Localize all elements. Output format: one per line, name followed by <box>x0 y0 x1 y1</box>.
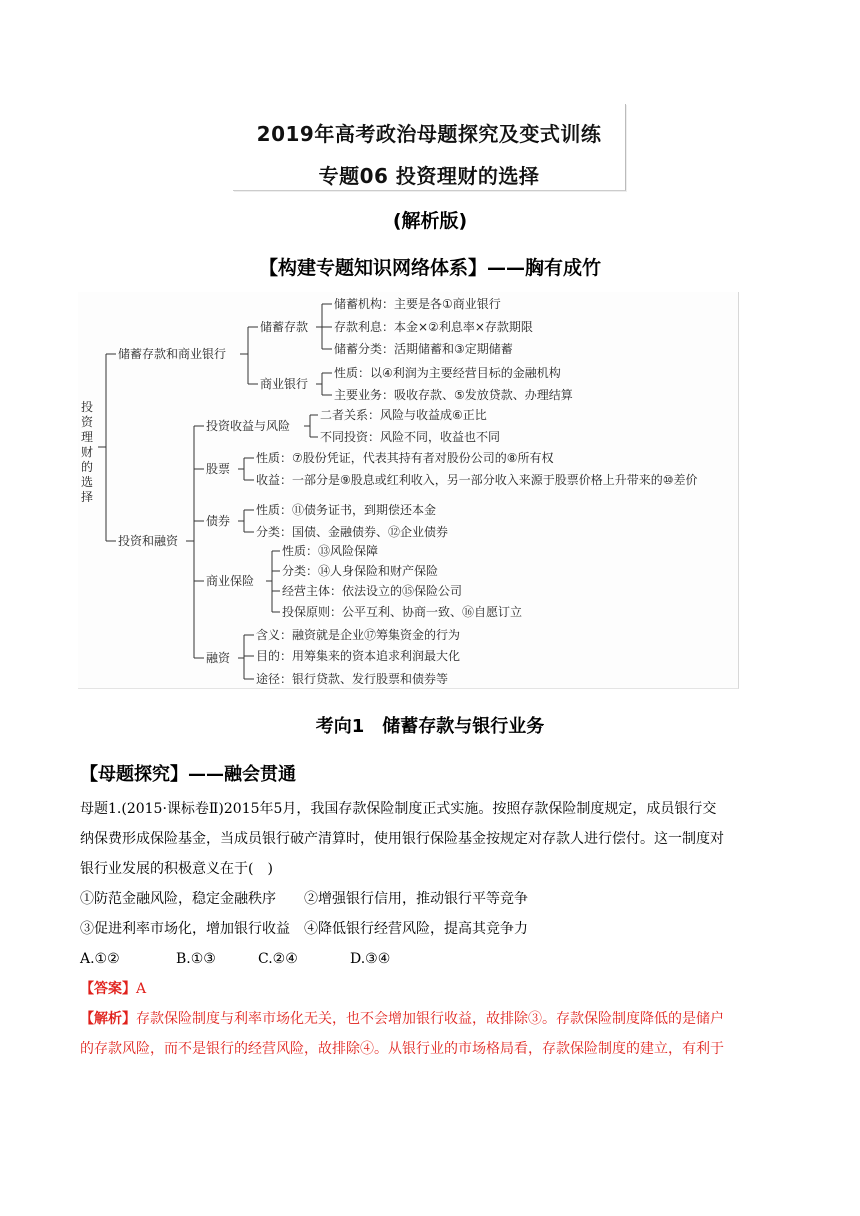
option-b: B.①③ <box>176 951 216 967</box>
finance-item: 含义：融资就是企业⑰筹集资金的行为 <box>256 628 461 642</box>
insurance-item: 性质：⑬风险保障 <box>282 544 379 558</box>
insurance-item: 经营主体：依法设立的⑮保险公司 <box>282 584 463 598</box>
answer-tag: 【答案】 <box>80 981 136 997</box>
bank-item: 性质：以④利润为主要经营目标的金融机构 <box>334 366 561 380</box>
stock-node: 股票 <box>206 462 231 476</box>
title-box <box>233 104 626 191</box>
statements-row: ①防范金融风险，稳定金融秩序 ②增强银行信用，推动银行平等竞争 <box>80 891 528 907</box>
savings-item: 储蓄机构：主要是各①商业银行 <box>334 297 501 311</box>
savings-item: 存款利息：本金×②利息率×存款期限 <box>334 320 533 334</box>
bond-item: 性质：⑪债务证书，到期偿还本金 <box>256 503 437 517</box>
savings-node: 储蓄存款 <box>260 320 309 334</box>
analysis-text: 存款保险制度与利率市场化无关，也不会增加银行收益，故排除③。存款保险制度降低的是储户 <box>136 1011 724 1027</box>
statements-row: ③促进利率市场化，增加银行收益 ④降低银行经营风险，提高其竞争力 <box>80 921 528 937</box>
document-title: 2019年高考政治母题探究及变式训练 <box>256 122 602 146</box>
stock-item: 性质：⑦股份凭证，代表其持有者对股份公司的⑧所有权 <box>256 451 554 465</box>
document-subtitle-topic: 专题06 投资理财的选择 <box>318 164 540 188</box>
knowledge-mind-map <box>78 292 739 689</box>
risk-node: 投资收益与风险 <box>206 419 291 433</box>
option-d: D.③④ <box>350 951 391 967</box>
question-stem-line: 母题1.(2015·课标卷Ⅱ)2015年5月，我国存款保险制度正式实施。按照存款保险制度规定，成员银行交 <box>80 801 717 817</box>
insurance-item: 投保原则：公平互利、协商一致、⑯自愿订立 <box>282 605 523 619</box>
edition-label: (解析版) <box>392 210 468 232</box>
insurance-item: 分类：⑭人身保险和财产保险 <box>282 564 439 578</box>
option-c: C.②④ <box>258 951 298 967</box>
stock-item: 收益：一部分是⑨股息或红利收入，另一部分收入来源于股票价格上升带来的⑩差价 <box>256 473 698 487</box>
invest-branch-node: 投资和融资 <box>118 534 179 548</box>
savings-item: 储蓄分类：活期储蓄和③定期储蓄 <box>334 342 513 356</box>
mind-map-root: 投资理财的选择 <box>81 400 94 504</box>
bank-node: 商业银行 <box>260 377 309 391</box>
risk-item: 不同投资：风险不同，收益也不同 <box>320 430 501 444</box>
question-stem <box>80 794 792 1064</box>
savings-branch-node: 储蓄存款和商业银行 <box>118 347 227 361</box>
network-heading: 【构建专题知识网络体系】——胸有成竹 <box>258 257 601 279</box>
insurance-node: 商业保险 <box>206 574 255 588</box>
answer-value: A <box>136 981 147 997</box>
question-stem-line: 银行业发展的积极意义在于( ) <box>80 861 273 877</box>
explore-heading: 【母题探究】——融会贯通 <box>80 764 296 785</box>
option-a: A.①② <box>80 951 120 967</box>
finance-item: 途径：银行贷款、发行股票和债券等 <box>256 672 449 686</box>
question-stem-line: 纳保费形成保险基金，当成员银行破产清算时，使用银行保险基金按规定对存款人进行偿付。这一制度对 <box>80 831 724 847</box>
answer-line <box>80 974 792 1004</box>
bond-node: 债券 <box>206 514 231 528</box>
analysis-line <box>80 1004 792 1034</box>
bank-item: 主要业务：吸收存款、⑤发放贷款、办理结算 <box>334 388 573 402</box>
bond-item: 分类：国债、金融债券、⑫企业债券 <box>256 525 449 539</box>
finance-item: 目的：用筹集来的资本追求利润最大化 <box>256 649 461 663</box>
section-title: 考向1 储蓄存款与银行业务 <box>315 716 545 737</box>
answer-options <box>80 944 792 974</box>
finance-node: 融资 <box>206 651 231 665</box>
risk-item: 二者关系：风险与收益成⑥正比 <box>320 408 487 422</box>
analysis-line: 的存款风险，而不是银行的经营风险，故排除④。从银行业的市场格局看，存款保险制度的建立，有利于 <box>80 1041 724 1057</box>
analysis-tag: 【解析】 <box>80 1011 136 1027</box>
